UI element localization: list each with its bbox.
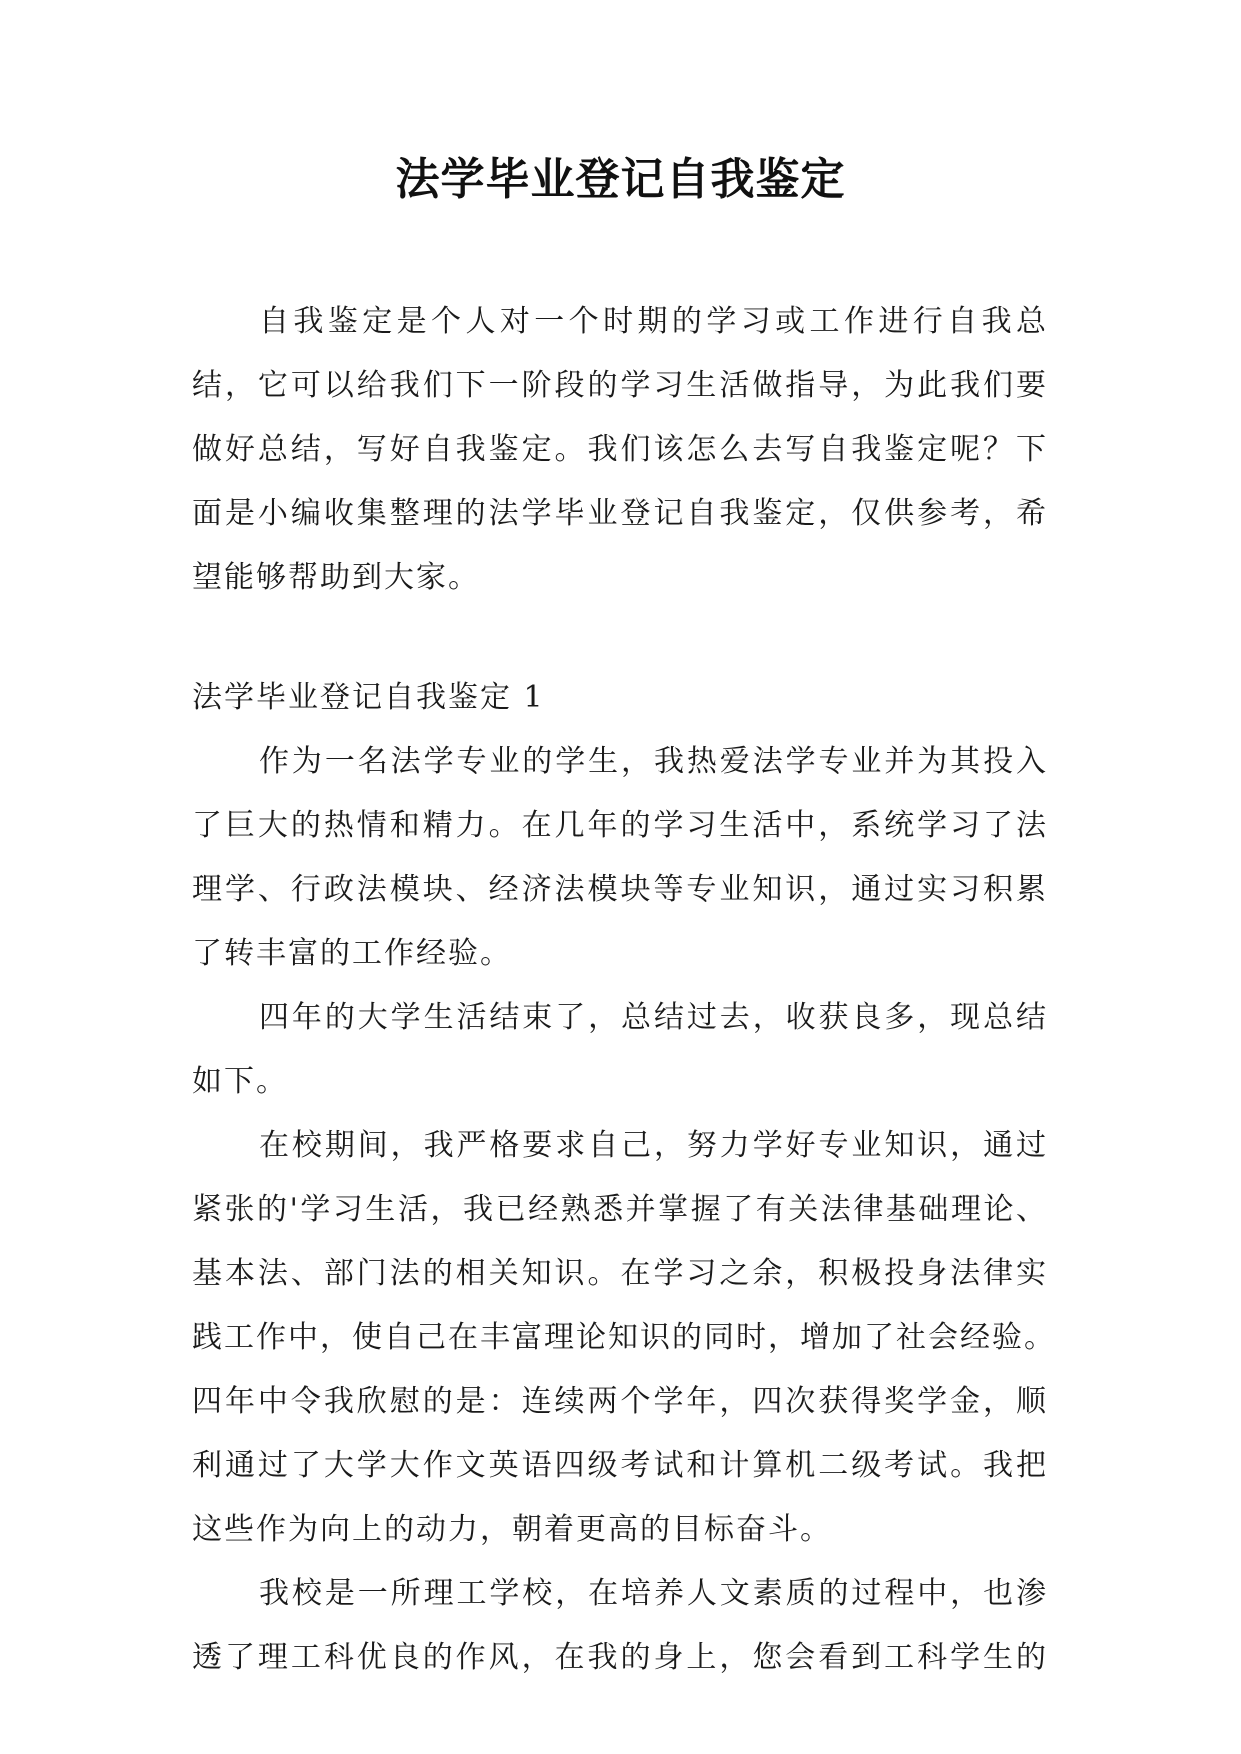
text-line: 望能够帮助到大家。 [192, 560, 480, 595]
document-title: 法学毕业登记自我鉴定 [395, 154, 846, 205]
text-line: 自我鉴定是个人对一个时期的学习或工作进行自我总 [259, 304, 1048, 339]
intro-paragraph [192, 290, 1048, 610]
text-line: 面是小编收集整理的法学毕业登记自我鉴定，仅供参考，希 [192, 496, 1048, 531]
text-line: 结，它可以给我们下一阶段的学习生活做指导，为此我们要 [192, 368, 1048, 403]
text-line: 了巨大的热情和精力。在几年的学习生活中，系统学习了法 [192, 808, 1048, 843]
text-line: 在校期间，我严格要求自己，努力学好专业知识，通过 [259, 1128, 1048, 1163]
paragraph [192, 1562, 1048, 1690]
text-line: 紧张的'学习生活，我已经熟悉并掌握了有关法律基础理论、 [192, 1192, 1048, 1227]
paragraph [192, 730, 1048, 986]
text-line: 基本法、部门法的相关知识。在学习之余，积极投身法律实 [192, 1256, 1048, 1291]
text-line: 透了理工科优良的作风，在我的身上，您会看到工科学生的 [192, 1640, 1048, 1675]
text-line: 了转丰富的工作经验。 [192, 936, 512, 971]
paragraph [192, 986, 1048, 1114]
text-line: 利通过了大学大作文英语四级考试和计算机二级考试。我把 [192, 1448, 1048, 1483]
text-line: 如下。 [192, 1064, 288, 1099]
text-line: 四年的大学生活结束了，总结过去，收获良多，现总结 [259, 1000, 1048, 1035]
text-line: 作为一名法学专业的学生，我热爱法学专业并为其投入 [259, 744, 1048, 779]
document-body [192, 290, 1056, 1690]
text-line: 这些作为向上的动力，朝着更高的目标奋斗。 [192, 1512, 832, 1547]
text-line: 四年中令我欣慰的是：连续两个学年，四次获得奖学金，顺 [192, 1384, 1048, 1419]
text-line: 践工作中，使自己在丰富理论知识的同时，增加了社会经验。 [192, 1320, 1056, 1355]
text-line: 理学、行政法模块、经济法模块等专业知识，通过实习积累 [192, 872, 1048, 907]
section-heading: 法学毕业登记自我鉴定 1 [192, 680, 545, 715]
paragraph [192, 1114, 1056, 1562]
text-line: 我校是一所理工学校，在培养人文素质的过程中，也渗 [259, 1576, 1048, 1611]
text-line: 做好总结，写好自我鉴定。我们该怎么去写自我鉴定呢？下 [192, 432, 1048, 467]
